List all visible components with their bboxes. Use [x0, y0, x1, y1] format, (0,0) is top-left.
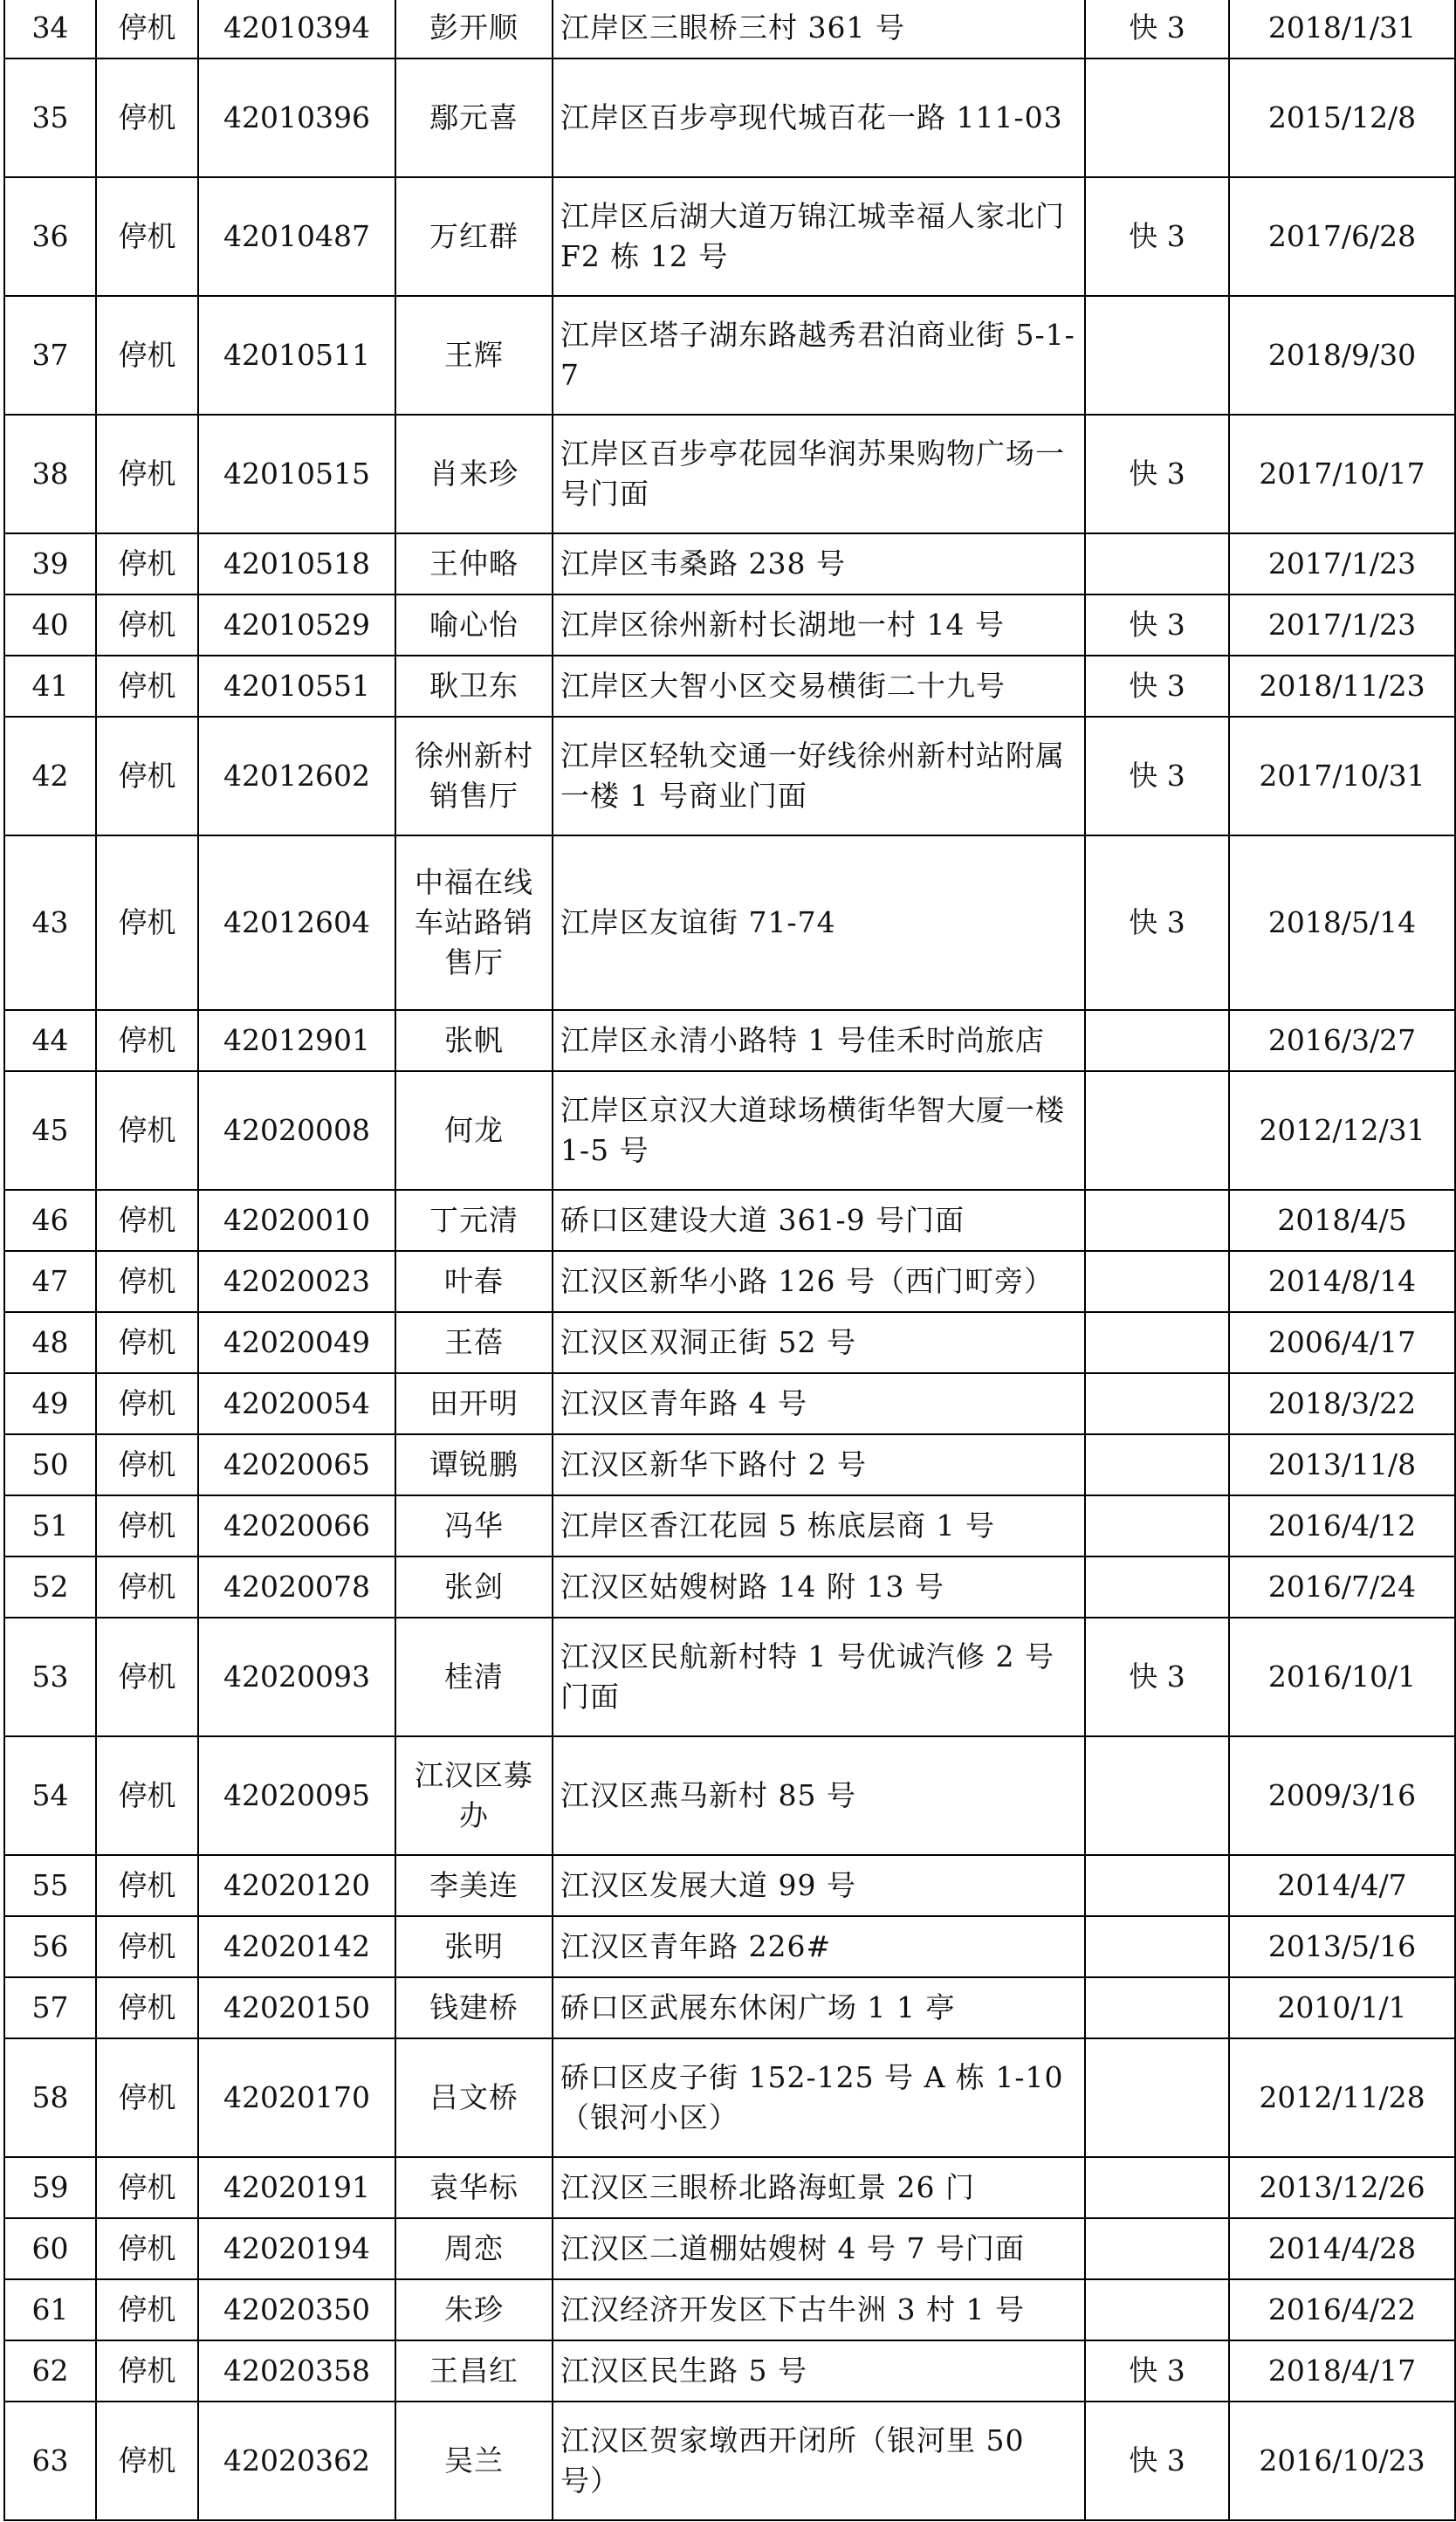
game-tag: 快 3: [1085, 1618, 1229, 1736]
game-tag: 快 3: [1085, 835, 1229, 1010]
table-row: [4, 415, 1455, 533]
address-cell: 江汉经济开发区下古牛洲 3 村 1 号: [553, 2279, 1085, 2340]
date-cell: 2014/4/7: [1229, 1855, 1455, 1916]
owner-name: 江汉区募办: [395, 1736, 553, 1855]
date-cell: 2013/5/16: [1229, 1916, 1455, 1977]
owner-name: 周恋: [395, 2218, 553, 2279]
row-number: 51: [4, 1495, 96, 1556]
terminal-code: 42020010: [198, 1190, 395, 1251]
terminal-code: 42020065: [198, 1434, 395, 1495]
table-body: [4, 0, 1455, 2520]
terminal-code: 42020120: [198, 1855, 395, 1916]
table-row: [4, 0, 1455, 58]
game-tag: [1085, 1312, 1229, 1373]
terminal-code: 42020358: [198, 2340, 395, 2402]
address-cell: 江岸区京汉大道球场横街华智大厦一楼 1-5 号: [553, 1071, 1085, 1190]
table-row: [4, 1373, 1455, 1434]
owner-name: 万红群: [395, 177, 553, 296]
terminal-code: 42010394: [198, 0, 395, 58]
status-cell: 停机: [96, 2038, 198, 2157]
address-cell: 江岸区塔子湖东路越秀君泊商业街 5-1-7: [553, 296, 1085, 415]
row-number: 45: [4, 1071, 96, 1190]
game-tag: [1085, 296, 1229, 415]
address-cell: 江汉区民航新村特 1 号优诚汽修 2 号门面: [553, 1618, 1085, 1736]
table-row: [4, 1010, 1455, 1071]
address-cell: 江岸区友谊街 71-74: [553, 835, 1085, 1010]
address-cell: 硚口区皮子街 152-125 号 A 栋 1-10（银河小区）: [553, 2038, 1085, 2157]
table-row: [4, 2038, 1455, 2157]
owner-name: 耿卫东: [395, 656, 553, 717]
terminal-code: 42010487: [198, 177, 395, 296]
game-tag: [1085, 1251, 1229, 1312]
terminal-code: 42012604: [198, 835, 395, 1010]
status-cell: 停机: [96, 1434, 198, 1495]
date-cell: 2014/8/14: [1229, 1251, 1455, 1312]
row-number: 50: [4, 1434, 96, 1495]
table-row: [4, 2402, 1455, 2520]
status-cell: 停机: [96, 1071, 198, 1190]
owner-name: 张剑: [395, 1556, 553, 1618]
game-tag: [1085, 2279, 1229, 2340]
address-cell: 江岸区徐州新村长湖地一村 14 号: [553, 594, 1085, 656]
address-cell: 江汉区民生路 5 号: [553, 2340, 1085, 2402]
game-tag: [1085, 533, 1229, 594]
game-tag: [1085, 1434, 1229, 1495]
status-cell: 停机: [96, 415, 198, 533]
owner-name: 冯华: [395, 1495, 553, 1556]
owner-name: 何龙: [395, 1071, 553, 1190]
row-number: 60: [4, 2218, 96, 2279]
owner-name: 中福在线车站路销售厅: [395, 835, 553, 1010]
date-cell: 2018/1/31: [1229, 0, 1455, 58]
address-cell: 江汉区燕马新村 85 号: [553, 1736, 1085, 1855]
terminal-table: [3, 0, 1456, 2521]
owner-name: 王昌红: [395, 2340, 553, 2402]
table-row: [4, 2218, 1455, 2279]
address-cell: 江岸区百步亭现代城百花一路 111-03: [553, 58, 1085, 177]
game-tag: [1085, 2218, 1229, 2279]
address-cell: 江岸区香江花园 5 栋底层商 1 号: [553, 1495, 1085, 1556]
status-cell: 停机: [96, 835, 198, 1010]
table-row: [4, 594, 1455, 656]
table-row: [4, 1251, 1455, 1312]
table-row: [4, 1556, 1455, 1618]
row-number: 62: [4, 2340, 96, 2402]
status-cell: 停机: [96, 177, 198, 296]
table-row: [4, 656, 1455, 717]
date-cell: 2013/12/26: [1229, 2157, 1455, 2218]
row-number: 46: [4, 1190, 96, 1251]
terminal-code: 42010396: [198, 58, 395, 177]
status-cell: 停机: [96, 1855, 198, 1916]
owner-name: 田开明: [395, 1373, 553, 1434]
terminal-code: 42020362: [198, 2402, 395, 2520]
owner-name: 喻心怡: [395, 594, 553, 656]
address-cell: 江岸区永清小路特 1 号佳禾时尚旅店: [553, 1010, 1085, 1071]
address-cell: 江汉区贺家墩西开闭所（银河里 50 号）: [553, 2402, 1085, 2520]
date-cell: 2016/4/12: [1229, 1495, 1455, 1556]
row-number: 53: [4, 1618, 96, 1736]
date-cell: 2016/7/24: [1229, 1556, 1455, 1618]
owner-name: 彭开顺: [395, 0, 553, 58]
status-cell: 停机: [96, 1916, 198, 1977]
table-row: [4, 1495, 1455, 1556]
game-tag: 快 3: [1085, 415, 1229, 533]
status-cell: 停机: [96, 0, 198, 58]
game-tag: 快 3: [1085, 717, 1229, 835]
row-number: 39: [4, 533, 96, 594]
terminal-code: 42020054: [198, 1373, 395, 1434]
owner-name: 张帆: [395, 1010, 553, 1071]
status-cell: 停机: [96, 1010, 198, 1071]
date-cell: 2016/4/22: [1229, 2279, 1455, 2340]
owner-name: 桂清: [395, 1618, 553, 1736]
game-tag: [1085, 1373, 1229, 1434]
status-cell: 停机: [96, 2157, 198, 2218]
date-cell: 2016/10/1: [1229, 1618, 1455, 1736]
address-cell: 江岸区百步亭花园华润苏果购物广场一号门面: [553, 415, 1085, 533]
table-row: [4, 1736, 1455, 1855]
game-tag: [1085, 1855, 1229, 1916]
game-tag: [1085, 58, 1229, 177]
address-cell: 江岸区大智小区交易横街二十九号: [553, 656, 1085, 717]
status-cell: 停机: [96, 1977, 198, 2038]
address-cell: 江汉区青年路 4 号: [553, 1373, 1085, 1434]
table-row: [4, 1916, 1455, 1977]
row-number: 61: [4, 2279, 96, 2340]
address-cell: 江岸区三眼桥三村 361 号: [553, 0, 1085, 58]
row-number: 41: [4, 656, 96, 717]
owner-name: 吕文桥: [395, 2038, 553, 2157]
address-cell: 硚口区建设大道 361-9 号门面: [553, 1190, 1085, 1251]
game-tag: [1085, 1190, 1229, 1251]
game-tag: [1085, 2157, 1229, 2218]
table-row: [4, 835, 1455, 1010]
date-cell: 2018/9/30: [1229, 296, 1455, 415]
table-row: [4, 1434, 1455, 1495]
game-tag: 快 3: [1085, 177, 1229, 296]
date-cell: 2018/5/14: [1229, 835, 1455, 1010]
address-cell: 江汉区双洞正街 52 号: [553, 1312, 1085, 1373]
date-cell: 2015/12/8: [1229, 58, 1455, 177]
terminal-code: 42020350: [198, 2279, 395, 2340]
date-cell: 2013/11/8: [1229, 1434, 1455, 1495]
row-number: 47: [4, 1251, 96, 1312]
address-cell: 江岸区后湖大道万锦江城幸福人家北门 F2 栋 12 号: [553, 177, 1085, 296]
row-number: 49: [4, 1373, 96, 1434]
game-tag: [1085, 1736, 1229, 1855]
status-cell: 停机: [96, 1251, 198, 1312]
row-number: 48: [4, 1312, 96, 1373]
game-tag: [1085, 1916, 1229, 1977]
table-row: [4, 717, 1455, 835]
game-tag: [1085, 1495, 1229, 1556]
row-number: 40: [4, 594, 96, 656]
terminal-code: 42020008: [198, 1071, 395, 1190]
terminal-code: 42010551: [198, 656, 395, 717]
owner-name: 王辉: [395, 296, 553, 415]
date-cell: 2018/3/22: [1229, 1373, 1455, 1434]
game-tag: [1085, 2038, 1229, 2157]
terminal-code: 42020170: [198, 2038, 395, 2157]
terminal-code: 42010511: [198, 296, 395, 415]
owner-name: 袁华标: [395, 2157, 553, 2218]
row-number: 44: [4, 1010, 96, 1071]
terminal-code: 42020191: [198, 2157, 395, 2218]
row-number: 57: [4, 1977, 96, 2038]
row-number: 54: [4, 1736, 96, 1855]
status-cell: 停机: [96, 58, 198, 177]
terminal-code: 42010529: [198, 594, 395, 656]
address-cell: 江汉区姑嫂树路 14 附 13 号: [553, 1556, 1085, 1618]
date-cell: 2016/10/23: [1229, 2402, 1455, 2520]
game-tag: [1085, 1010, 1229, 1071]
owner-name: 钱建桥: [395, 1977, 553, 2038]
game-tag: 快 3: [1085, 656, 1229, 717]
terminal-code: 42012602: [198, 717, 395, 835]
status-cell: 停机: [96, 1618, 198, 1736]
owner-name: 徐州新村销售厅: [395, 717, 553, 835]
owner-name: 张明: [395, 1916, 553, 1977]
row-number: 35: [4, 58, 96, 177]
address-cell: 江汉区三眼桥北路海虹景 26 门: [553, 2157, 1085, 2218]
status-cell: 停机: [96, 1736, 198, 1855]
table-row: [4, 533, 1455, 594]
owner-name: 谭锐鹏: [395, 1434, 553, 1495]
date-cell: 2017/10/31: [1229, 717, 1455, 835]
table-row: [4, 177, 1455, 296]
row-number: 36: [4, 177, 96, 296]
game-tag: [1085, 1556, 1229, 1618]
terminal-code: 42020078: [198, 1556, 395, 1618]
status-cell: 停机: [96, 594, 198, 656]
date-cell: 2017/1/23: [1229, 533, 1455, 594]
terminal-code: 42020049: [198, 1312, 395, 1373]
game-tag: 快 3: [1085, 2402, 1229, 2520]
table-row: [4, 2157, 1455, 2218]
owner-name: 李美连: [395, 1855, 553, 1916]
table-row: [4, 58, 1455, 177]
table-row: [4, 2279, 1455, 2340]
date-cell: 2012/11/28: [1229, 2038, 1455, 2157]
table-row: [4, 1855, 1455, 1916]
owner-name: 朱珍: [395, 2279, 553, 2340]
date-cell: 2018/4/5: [1229, 1190, 1455, 1251]
address-cell: 硚口区武展东休闲广场 1 1 亭: [553, 1977, 1085, 2038]
game-tag: 快 3: [1085, 594, 1229, 656]
terminal-code: 42020142: [198, 1916, 395, 1977]
table-row: [4, 1618, 1455, 1736]
owner-name: 叶春: [395, 1251, 553, 1312]
date-cell: 2012/12/31: [1229, 1071, 1455, 1190]
status-cell: 停机: [96, 2402, 198, 2520]
status-cell: 停机: [96, 1312, 198, 1373]
game-tag: [1085, 1071, 1229, 1190]
table-row: [4, 296, 1455, 415]
terminal-code: 42010518: [198, 533, 395, 594]
table-row: [4, 1312, 1455, 1373]
terminal-code: 42010515: [198, 415, 395, 533]
date-cell: 2009/3/16: [1229, 1736, 1455, 1855]
date-cell: 2016/3/27: [1229, 1010, 1455, 1071]
date-cell: 2018/11/23: [1229, 656, 1455, 717]
terminal-code: 42020194: [198, 2218, 395, 2279]
game-tag: 快 3: [1085, 0, 1229, 58]
row-number: 37: [4, 296, 96, 415]
date-cell: 2017/1/23: [1229, 594, 1455, 656]
owner-name: 王蓓: [395, 1312, 553, 1373]
status-cell: 停机: [96, 2340, 198, 2402]
status-cell: 停机: [96, 2218, 198, 2279]
terminal-code: 42020023: [198, 1251, 395, 1312]
table-row: [4, 2340, 1455, 2402]
row-number: 34: [4, 0, 96, 58]
table-row: [4, 1071, 1455, 1190]
terminal-code: 42020066: [198, 1495, 395, 1556]
row-number: 43: [4, 835, 96, 1010]
terminal-code: 42020093: [198, 1618, 395, 1736]
address-cell: 江汉区二道棚姑嫂树 4 号 7 号门面: [553, 2218, 1085, 2279]
table-row: [4, 1190, 1455, 1251]
row-number: 52: [4, 1556, 96, 1618]
address-cell: 江汉区新华小路 126 号（西门町旁）: [553, 1251, 1085, 1312]
row-number: 38: [4, 415, 96, 533]
date-cell: 2014/4/28: [1229, 2218, 1455, 2279]
address-cell: 江汉区发展大道 99 号: [553, 1855, 1085, 1916]
status-cell: 停机: [96, 1556, 198, 1618]
date-cell: 2018/4/17: [1229, 2340, 1455, 2402]
owner-name: 王仲略: [395, 533, 553, 594]
status-cell: 停机: [96, 296, 198, 415]
date-cell: 2017/6/28: [1229, 177, 1455, 296]
row-number: 59: [4, 2157, 96, 2218]
status-cell: 停机: [96, 1495, 198, 1556]
status-cell: 停机: [96, 533, 198, 594]
row-number: 55: [4, 1855, 96, 1916]
owner-name: 鄢元喜: [395, 58, 553, 177]
row-number: 42: [4, 717, 96, 835]
game-tag: [1085, 1977, 1229, 2038]
row-number: 58: [4, 2038, 96, 2157]
date-cell: 2010/1/1: [1229, 1977, 1455, 2038]
terminal-code: 42020150: [198, 1977, 395, 2038]
address-cell: 江岸区轻轨交通一好线徐州新村站附属一楼 1 号商业门面: [553, 717, 1085, 835]
status-cell: 停机: [96, 1190, 198, 1251]
address-cell: 江汉区新华下路付 2 号: [553, 1434, 1085, 1495]
owner-name: 丁元清: [395, 1190, 553, 1251]
date-cell: 2017/10/17: [1229, 415, 1455, 533]
status-cell: 停机: [96, 656, 198, 717]
game-tag: 快 3: [1085, 2340, 1229, 2402]
terminal-code: 42012901: [198, 1010, 395, 1071]
date-cell: 2006/4/17: [1229, 1312, 1455, 1373]
row-number: 56: [4, 1916, 96, 1977]
status-cell: 停机: [96, 2279, 198, 2340]
address-cell: 江汉区青年路 226#: [553, 1916, 1085, 1977]
status-cell: 停机: [96, 1373, 198, 1434]
owner-name: 肖来珍: [395, 415, 553, 533]
owner-name: 吴兰: [395, 2402, 553, 2520]
row-number: 63: [4, 2402, 96, 2520]
status-cell: 停机: [96, 717, 198, 835]
terminal-code: 42020095: [198, 1736, 395, 1855]
table-row: [4, 1977, 1455, 2038]
address-cell: 江岸区韦桑路 238 号: [553, 533, 1085, 594]
